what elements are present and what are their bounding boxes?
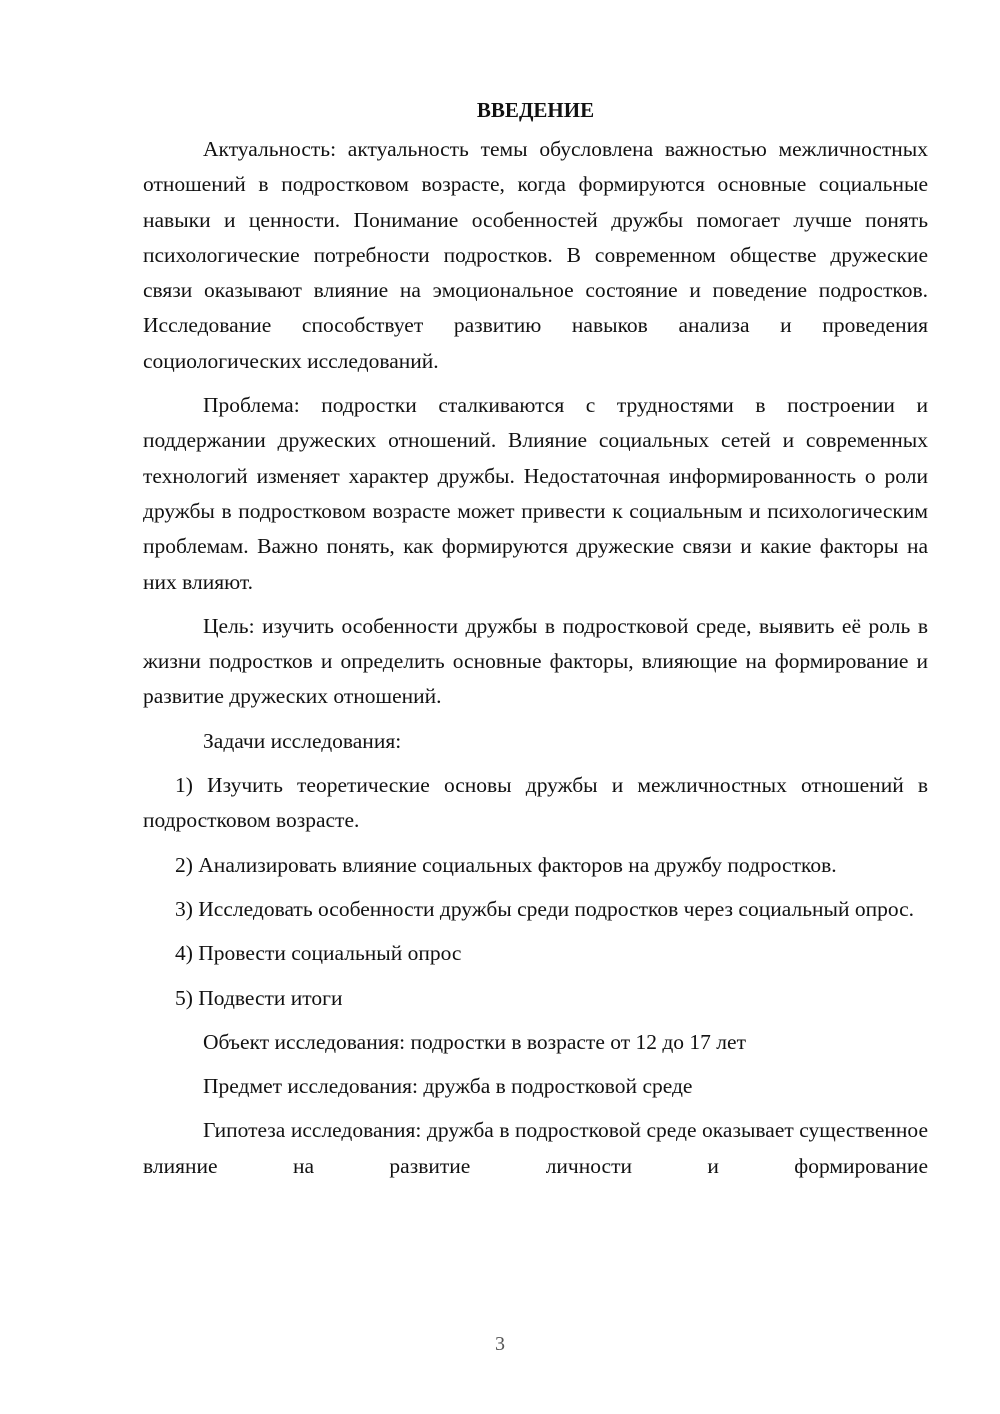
task-item-3: 3) Исследовать особенности дружбы среди подростков через социальный опрос. — [175, 896, 915, 921]
section-title: ВВЕДЕНИЕ — [476, 98, 595, 122]
task-item-4: 4) Провести социальный опрос — [175, 941, 462, 966]
subject-paragraph: Предмет исследования: дружба в подростковой среде — [203, 1074, 693, 1099]
task-item-2: 2) Анализировать влияние социальных факторов на дружбу подростков. — [175, 852, 837, 877]
hypothesis-paragraph: Гипотеза исследования: дружба в подростковой среде оказывает существенное влияние на развитие личности и формирование — [143, 1118, 928, 1178]
page-number: 3 — [495, 1333, 505, 1355]
task-item-1: 1) Изучить теоретические основы дружбы и межличностных отношений в подростковом возрасте. — [143, 773, 928, 833]
relevance-paragraph: Актуальность: актуальность темы обусловлена важностью межличностных отношений в подростковом возрасте, когда формируются основные социальные навыки и ценности. Понимание особенностей дружбы помогает лучше понять психологические потребности подростков. В современном обществе дружеские связи оказывают влияние на эмоциональное состояние и поведение подростков. Исследование способствует развитию навыков анализа и проведения социологических исследований. — [143, 137, 928, 373]
problem-paragraph: Проблема: подростки сталкиваются с трудностями в построении и поддержании дружеских отношений. Влияние социальных сетей и современных технологий изменяет характер дружбы. Недостаточная информированность о роли дружбы в подростковом возрасте может привести к социальным и психологическим проблемам. Важно понять, как формируются дружеские связи и какие факторы на них влияют. — [143, 393, 928, 594]
object-paragraph: Объект исследования: подростки в возрасте от 12 до 17 лет — [203, 1029, 746, 1054]
goal-paragraph: Цель: изучить особенности дружбы в подростковой среде, выявить её роль в жизни подростков и определить основные факторы, влияющие на формирование и развитие дружеских отношений. — [143, 613, 928, 709]
task-item-5: 5) Подвести итоги — [175, 985, 343, 1010]
tasks-heading: Задачи исследования: — [203, 728, 402, 753]
page-content — [143, 96, 928, 1184]
